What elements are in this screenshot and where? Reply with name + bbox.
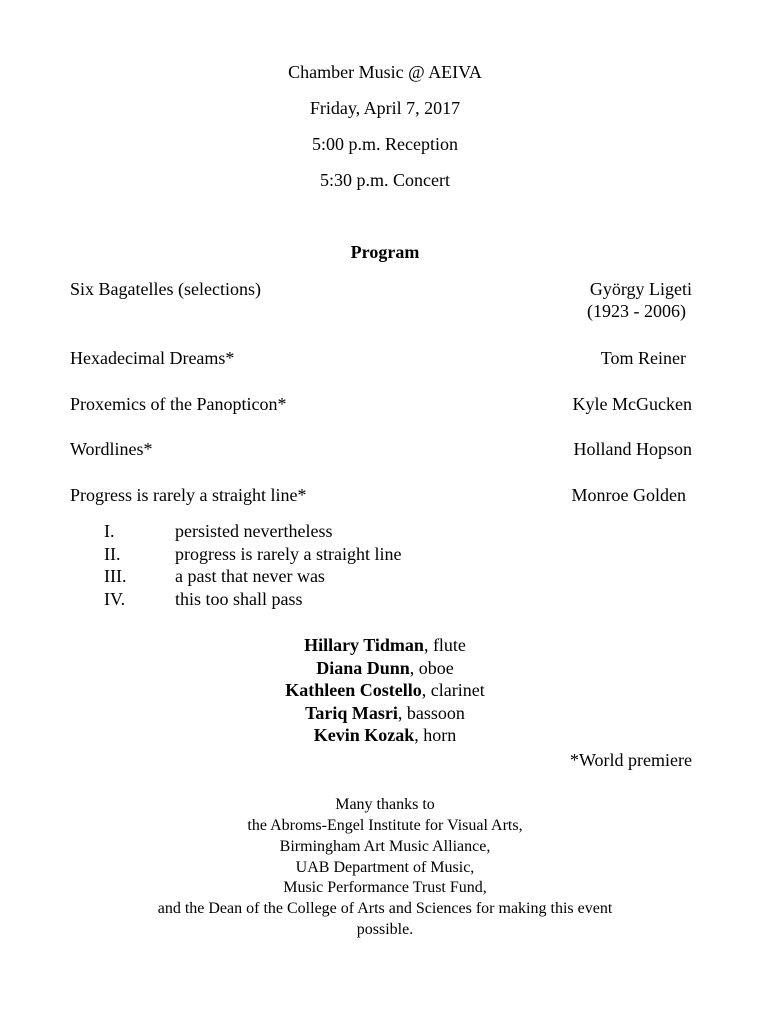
movement-title: a past that never was: [175, 566, 325, 586]
thanks-line: and the Dean of the College of Arts and Sciences for making this event: [157, 900, 613, 917]
piece-title: Wordlines*: [70, 439, 153, 459]
thanks-line: Birmingham Art Music Alliance,: [279, 838, 491, 855]
performer-instrument: , flute: [423, 635, 466, 655]
performer-line: [0, 702, 770, 724]
thanks-line: UAB Department of Music,: [295, 859, 475, 876]
reception-time: 5:00 p.m. Reception: [312, 134, 458, 154]
performer-instrument: , bassoon: [397, 703, 465, 723]
concert-time: 5:30 p.m. Concert: [320, 170, 450, 190]
piece-title: Progress is rarely a straight line*: [70, 485, 307, 505]
performer-name: Kevin Kozak: [313, 725, 415, 745]
thanks-line: the Abroms-Engel Institute for Visual Arts,: [247, 817, 523, 834]
program-heading: Program: [350, 242, 420, 262]
performer-line: [0, 657, 770, 679]
movement-title: this too shall pass: [175, 589, 303, 609]
performer-name: Kathleen Costello: [285, 680, 422, 700]
thanks-line: Music Performance Trust Fund,: [283, 879, 487, 896]
thanks-line: Many thanks to: [335, 796, 435, 813]
event-title: Chamber Music @ AEIVA: [288, 62, 482, 82]
piece-title: Six Bagatelles (selections): [70, 279, 261, 299]
performer-name: Diana Dunn: [316, 658, 410, 678]
piece-composer: György Ligeti: [589, 279, 692, 299]
performer-instrument: , oboe: [409, 658, 454, 678]
movement-numeral: II.: [104, 544, 121, 564]
composer-dates: (1923 - 2006): [587, 301, 686, 321]
performer-line: [0, 724, 770, 746]
movement-numeral: III.: [104, 566, 127, 586]
movement-numeral: I.: [104, 521, 115, 541]
piece-composer: Monroe Golden: [571, 485, 686, 505]
piece-composer: Kyle McGucken: [572, 394, 692, 414]
piece-title: Hexadecimal Dreams*: [70, 348, 235, 368]
movement-numeral: IV.: [104, 589, 126, 609]
piece-title: Proxemics of the Panopticon*: [70, 394, 287, 414]
piece-composer: Tom Reiner: [600, 348, 686, 368]
movement-title: progress is rarely a straight line: [175, 544, 402, 564]
performer-line: [0, 634, 770, 656]
thanks-line: possible.: [356, 921, 414, 938]
performer-instrument: , clarinet: [421, 680, 485, 700]
performer-line: [0, 679, 770, 701]
movement-title: persisted nevertheless: [175, 521, 333, 541]
performer-instrument: , horn: [414, 725, 457, 745]
piece-composer: Holland Hopson: [573, 439, 692, 459]
event-date: Friday, April 7, 2017: [309, 98, 461, 118]
performer-name: Tariq Masri: [305, 703, 398, 723]
performer-name: Hillary Tidman: [304, 635, 424, 655]
world-premiere-note: *World premiere: [569, 750, 692, 770]
